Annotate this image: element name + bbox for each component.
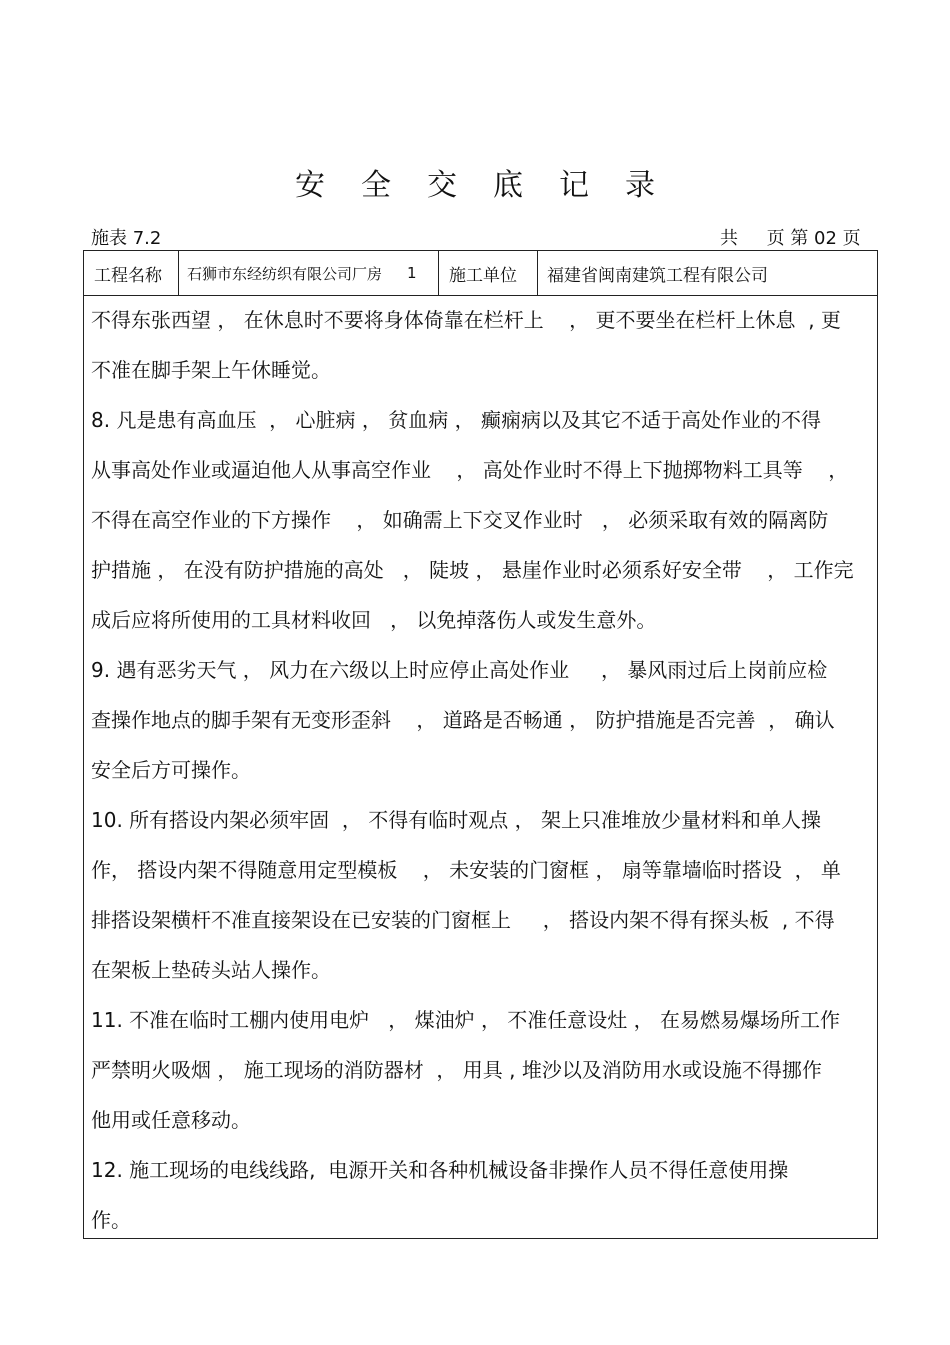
content-line: 不准在脚手架上午休睡觉。	[91, 359, 331, 382]
content-line: 排搭设架横杆不准直接架设在已安装的门窗框上 ， 搭设内架不得有探头板 , 不得	[91, 909, 835, 932]
content-line: 在架板上垫砖头站人操作。	[91, 959, 331, 982]
content-line: 查操作地点的脚手架有无变形歪斜 ， 道路是否畅通 ， 防护措施是否完善 ， 确认	[91, 709, 835, 732]
page-info: 共 页 第 02 页	[720, 228, 861, 249]
form-number: 施表 7.2	[91, 228, 162, 249]
page-title: 安全交底记录	[295, 168, 691, 203]
project-number: 1	[407, 264, 417, 282]
header-row	[84, 251, 877, 296]
content-line: 安全后方可操作。	[91, 759, 251, 782]
content-line: 作， 搭设内架不得随意用定型模板 ， 未安装的门窗框 ， 扇等靠墙临时搭设 ， 单	[91, 859, 841, 882]
content-line: 11. 不准在临时工棚内使用电炉 ， 煤油炉 ， 不准任意设灶 ， 在易燃易爆场所工作	[91, 1009, 841, 1032]
project-name-value: 石狮市东经纺织有限公司厂房	[187, 264, 383, 283]
briefing-content	[91, 309, 871, 1259]
content-line: 成后应将所使用的工具材料收回 ， 以免掉落伤人或发生意外。	[91, 609, 657, 632]
construction-unit-value: 福建省闽南建筑工程有限公司	[547, 265, 768, 286]
content-line: 从事高处作业或逼迫他人从事高空作业 ， 高处作业时不得上下抛掷物料工具等 ，	[91, 459, 849, 482]
content-line: 9. 遇有恶劣天气 ， 风力在六级以上时应停止高处作业 ， 暴风雨过后上岗前应检	[91, 659, 828, 682]
content-line: 作。	[91, 1209, 131, 1232]
construction-unit-label: 施工单位	[439, 251, 538, 295]
content-line: 他用或任意移动。	[91, 1109, 251, 1132]
content-line: 严禁明火吸烟 ， 施工现场的消防器材 ， 用具 , 堆沙以及消防用水或设施不得挪作	[91, 1059, 822, 1082]
content-line: 10. 所有搭设内架必须牢固 ， 不得有临时观点 ， 架上只准堆放少量材料和单人操	[91, 809, 821, 832]
project-name-label: 工程名称	[84, 251, 179, 295]
content-line: 12. 施工现场的电线线路, 电源开关和各种机械设备非操作人员不得任意使用操	[91, 1159, 789, 1182]
content-line: 8. 凡是患有高血压 ， 心脏病 ， 贫血病 ， 癫痫病以及其它不适于高处作业的不得	[91, 409, 821, 432]
record-table	[83, 250, 878, 1239]
content-line: 不得在高空作业的下方操作 ， 如确需上下交叉作业时 ， 必须采取有效的隔离防	[91, 509, 829, 532]
content-line: 不得东张西望 ， 在休息时不要将身体倚靠在栏杆上 ， 更不要坐在栏杆上休息 , 更	[91, 309, 841, 332]
project-name-cell	[179, 251, 439, 295]
content-line: 护措施 ， 在没有防护措施的高处 ， 陡坡 ， 悬崖作业时必须系好安全带 ， 工作完	[91, 559, 854, 582]
